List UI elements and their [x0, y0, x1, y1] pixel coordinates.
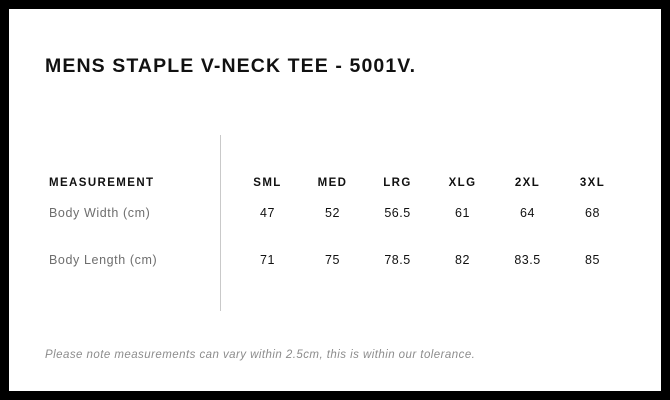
size-chart-page [9, 9, 661, 391]
table-header-row [45, 127, 625, 189]
cell-body-width-2xl: 64 [520, 205, 535, 220]
cell-body-width-lrg: 56.5 [384, 205, 411, 220]
row-label-body-length: Body Length (cm) [49, 252, 158, 267]
column-header-sml: SML [253, 177, 282, 189]
column-header-measurement: MEASUREMENT [49, 177, 155, 189]
size-table-container [45, 127, 625, 283]
column-header-3xl: 3XL [579, 177, 606, 189]
table-row [45, 236, 625, 283]
size-table [45, 127, 625, 283]
table-body [45, 189, 625, 283]
cell-body-length-2xl: 83.5 [514, 252, 541, 267]
cell-body-width-xlg: 61 [455, 205, 470, 220]
cell-body-length-xlg: 82 [455, 252, 470, 267]
cell-body-width-3xl: 68 [585, 205, 600, 220]
column-header-med: MED [317, 177, 348, 189]
cell-body-width-med: 52 [325, 205, 340, 220]
page-title: MENS STAPLE V-NECK TEE - 5001V. [45, 55, 417, 77]
cell-body-width-sml: 47 [260, 205, 275, 220]
cell-body-length-3xl: 85 [585, 252, 600, 267]
column-header-lrg: LRG [383, 177, 412, 189]
table-header [45, 127, 625, 189]
cell-body-length-sml: 71 [260, 252, 275, 267]
tolerance-note: Please note measurements can vary within 2.5cm, this is within our tolerance. [45, 349, 476, 361]
cell-body-length-lrg: 78.5 [384, 252, 411, 267]
cell-body-length-med: 75 [325, 252, 340, 267]
row-label-body-width: Body Width (cm) [49, 205, 151, 220]
column-header-xlg: XLG [448, 177, 477, 189]
column-header-2xl: 2XL [514, 177, 541, 189]
table-row [45, 189, 625, 236]
